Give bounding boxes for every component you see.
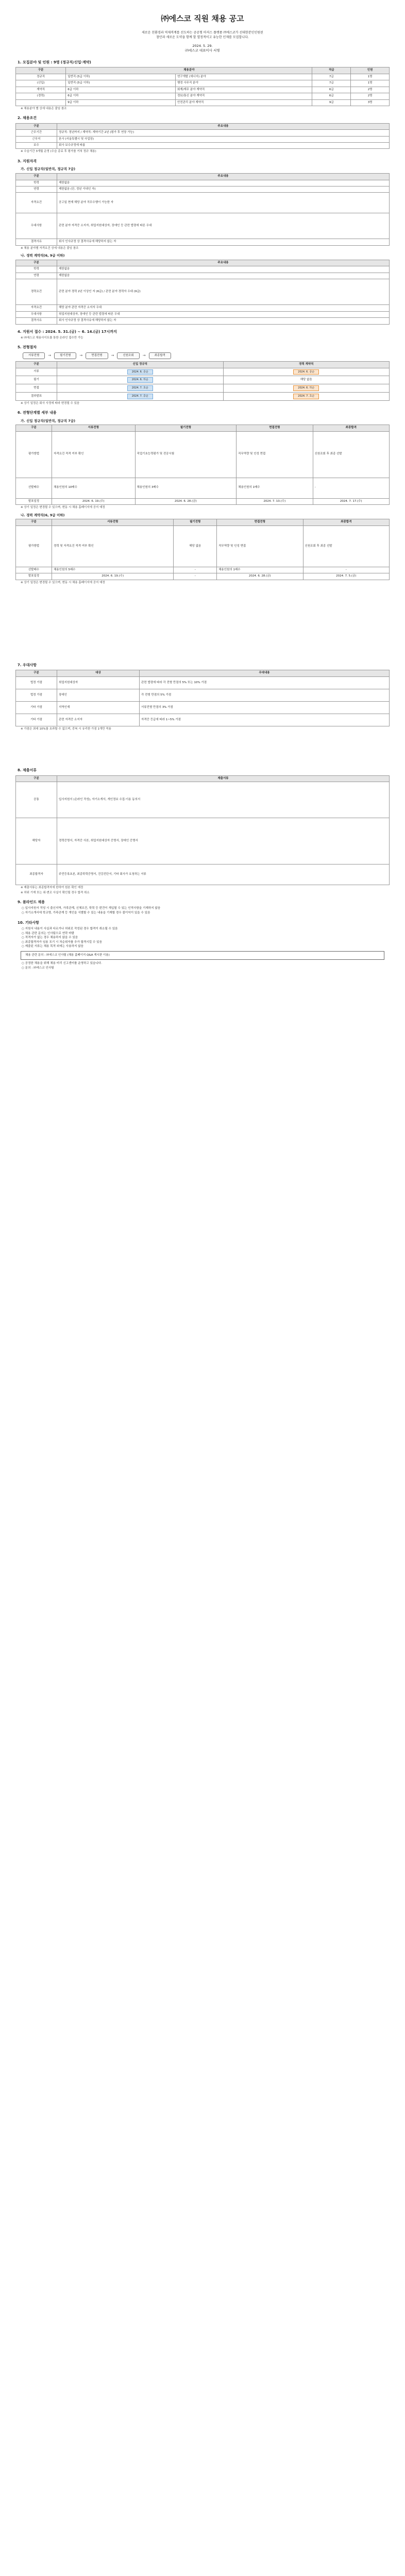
table-cell: 제한없음 (단, 정년 이내인 자)	[57, 186, 390, 192]
notice-date: 2024. 5. 29.	[192, 44, 213, 48]
table-cell: 1명	[351, 80, 390, 87]
table-cell: -	[313, 478, 389, 498]
table-row	[16, 266, 390, 273]
table-cell: 경력요건	[16, 279, 57, 305]
table-cell: 평가방법	[16, 431, 52, 478]
table-row	[16, 193, 390, 213]
table-row	[16, 305, 390, 311]
table-cell: 제한없음	[57, 266, 390, 273]
table-cell: 선발배수	[16, 567, 52, 573]
table-cell: 최종합격자	[16, 865, 57, 885]
table-cell: 경력증명서, 자격증 사본, 취업지원대상자 증명서, 장애인 증명서	[57, 818, 390, 865]
table-header: 구분	[16, 670, 57, 676]
table-row	[16, 186, 390, 192]
list-item: ○ 공정한 채용을 위해 채용 비리 신고센터를 운영하고 있습니다.	[22, 962, 102, 965]
table-cell: 장애인	[57, 689, 140, 701]
table-header: 최종합격	[313, 425, 389, 431]
section-10-title: 10. 기타사항	[18, 920, 39, 925]
table-row	[16, 239, 390, 245]
table-header: 구분	[16, 362, 57, 368]
table-cell: 일반직 (5급 이하)	[66, 80, 176, 87]
table-cell: 정규직: 정년까지 / 계약직: 계약기간 2년 (평가 후 연장 가능)	[57, 130, 390, 136]
closing-list	[22, 962, 390, 970]
section-8-note: ※ 허위 기재 또는 위·변조 사실이 확인될 경우 합격 취소	[21, 891, 90, 894]
table-cell: 자격요건 적격 여부 확인	[52, 431, 136, 478]
table-header: 제출서류	[57, 775, 390, 782]
table-header: 직급	[312, 67, 351, 74]
table-cell: 정규직	[16, 74, 66, 80]
table-cell: 2024. 7. 10.(수)	[237, 498, 313, 504]
table-header: 서류전형	[52, 519, 174, 526]
table-cell: 해당 분야 관련 자격증 소지자 우대	[57, 305, 390, 311]
table-row	[16, 676, 390, 689]
section-2-title: 2. 채용조건	[18, 116, 37, 121]
section-2-note: ※ 수습기간 3개월 운영 (수습 종료 후 평가를 거쳐 정규 채용)	[21, 150, 96, 154]
table-header: 주요내용	[57, 260, 390, 266]
list-item: ○ 제출된 서류는 채용 목적 외에는 사용하지 않음	[22, 945, 83, 948]
table-header: 대상	[57, 670, 140, 676]
table-header: 구분	[16, 260, 57, 266]
table-cell: 기타 가점	[16, 714, 57, 726]
table-cell: (경력)	[16, 93, 66, 99]
table-header: 주요내용	[57, 174, 390, 180]
table-cell: (신입)	[16, 80, 66, 87]
table-cell: 근무기간	[16, 130, 57, 136]
table-header: 신입 정규직	[57, 362, 224, 368]
table-header: 필기전형	[135, 425, 237, 431]
table-row	[16, 180, 390, 186]
table-row	[16, 279, 390, 305]
timeline-bar: 2024. 6. 하순	[127, 377, 153, 383]
table-header: 면접전형	[237, 425, 313, 431]
table-cell: -	[174, 573, 217, 580]
table-header: 구분	[16, 775, 57, 782]
table-cell: 채용인원의 5배수	[52, 567, 174, 573]
table-cell: 신원조회 후 최종 선발	[313, 431, 389, 478]
table-cell: 공고일 현재 해당 분야 직무수행이 가능한 자	[57, 193, 390, 213]
table-cell: 7급	[312, 80, 351, 87]
table-header: 인원	[351, 67, 390, 74]
list-item: ○ 자기소개서에 학교명, 가족관계 등 개인을 식별할 수 있는 내용을 기재할 경우 불이익이 있을 수 있음	[22, 911, 150, 914]
table-cell: 근무지	[16, 136, 57, 142]
section-3-sub-1: 가. 신입 정규직(일반직, 정규직 7급)	[21, 167, 76, 172]
section-10-list	[22, 927, 390, 949]
timeline-bar: 2024. 6. 중순	[127, 369, 153, 375]
table-cell: 학력	[16, 266, 57, 273]
timeline-bar: 2024. 7. 초순	[127, 385, 153, 391]
table-cell: 발표일정	[16, 498, 52, 504]
section-6-sub-1: 가. 신입 정규직(일반직, 정규직 7급)	[21, 418, 76, 423]
table-cell: 관련 분야 경력 2년 이상인 자 (6급) / 관련 분야 경력자 우대 (9급)	[57, 279, 390, 305]
arrow-right-icon: →	[48, 353, 52, 358]
table-row	[16, 80, 390, 87]
timeline-bar: 2024. 7. 중순	[127, 394, 153, 399]
process-flow	[23, 352, 390, 359]
table-row	[16, 782, 390, 818]
table-cell: 회사 인사규정 상 결격사유에 해당하지 않는 자	[57, 239, 390, 245]
table-header: 우대내용	[140, 670, 390, 676]
timeline-bar: 2024. 7. 초순	[293, 394, 319, 399]
table-header: 주요내용	[57, 123, 390, 129]
table-row	[16, 573, 390, 580]
table-cell: 9급	[312, 99, 351, 106]
table-row	[16, 567, 390, 573]
table-cell: 직무역량 및 인성 면접	[217, 526, 303, 567]
table-row	[16, 143, 390, 149]
table-cell: 면접	[16, 384, 57, 393]
intro-line: 참안과 새로운 도약을 함께 할 열정적이고 유능한 인재를 모집합니다.	[156, 36, 249, 40]
table-cell: 필기	[16, 376, 57, 384]
table-row	[16, 311, 390, 317]
table-row	[16, 431, 390, 478]
table-cell: 자격증 등급에 따라 1~5% 가점	[140, 714, 390, 726]
table-cell: 우대사항	[16, 311, 57, 317]
table-cell: -	[174, 567, 217, 573]
list-item: ○ 입사지원서 작성 시 출신지역, 가족관계, 신체조건, 학력 등 편견이 개입될 수 있는 인적사항을 기재하지 않음	[22, 907, 161, 910]
table-cell: 기타 가점	[16, 701, 57, 714]
table-header: 구분	[16, 174, 57, 180]
flow-step: 신원조회	[117, 352, 139, 359]
flow-step: 서류전형	[23, 352, 45, 359]
table-cell: 1명	[351, 74, 390, 80]
list-item: ○ 채용 관련 문의는 인사팀으로 연락 바람	[22, 931, 75, 935]
table-row	[16, 478, 390, 498]
section-6-sub-2: 나. 경력 계약직(6, 9급 이하)	[21, 513, 65, 517]
table-cell: 연구개발 (에너지) 분야	[175, 74, 312, 80]
table-cell: 6급	[312, 87, 351, 93]
table-cell: 보수	[16, 143, 57, 149]
table-cell: 회사 보수규정에 따름	[57, 143, 390, 149]
table-cell: 안전관리 분야 계약직	[175, 99, 312, 106]
list-item: ○ 적격자가 없는 경우 채용하지 않을 수 있음	[22, 936, 78, 940]
table-cell: 직업기초능력평가 및 전공시험	[135, 431, 237, 478]
list-item: ○ 지원서 내용이 사실과 다르거나 허위로 작성된 경우 합격이 취소될 수 있음	[22, 927, 118, 930]
section-2-table	[15, 123, 390, 149]
intro-line: 새로운 친환경과 역제격계를 선도하는 공공형 마저스 플랫폼 ㈜에스코가 선대한분인인원된	[142, 31, 263, 35]
table-header: 경력 계약직	[223, 362, 390, 368]
table-row	[16, 273, 390, 279]
table-cell: 회사 인사규정 상 결격사유에 해당하지 않는 자	[57, 318, 390, 324]
table-row	[16, 74, 390, 80]
table-cell: 해당 없음	[223, 376, 390, 384]
table-cell: 일반직 (5급 이하)	[66, 74, 176, 80]
table-header: 면접전형	[217, 519, 303, 526]
table-row	[16, 93, 390, 99]
table-cell: 결과발표	[16, 392, 57, 400]
table-cell: 학력	[16, 180, 57, 186]
table-cell: 입사지원서 (온라인 작성), 자기소개서, 개인정보 수집·이용 동의서	[57, 782, 390, 818]
list-item: ○ 문의 : ㈜에스코 인사팀	[22, 966, 54, 970]
arrow-right-icon: →	[79, 353, 83, 358]
table-header: 구분	[16, 67, 66, 74]
table-row	[16, 714, 390, 726]
section-3-sub-2: 나. 경력 계약직(6, 9급 이하)	[21, 253, 65, 258]
table-cell: 6급	[312, 93, 351, 99]
section-3-note: ※ 채용 분야별 자격요건 상세 내용은 붙임 참조	[21, 246, 79, 250]
timeline-table	[15, 361, 390, 400]
section-4-note: ※ ㈜에스코 채용사이트를 통한 온라인 접수만 가능	[21, 336, 83, 340]
table-header: 채용분야	[66, 67, 312, 74]
table-row	[16, 136, 390, 142]
table-row	[16, 368, 390, 376]
table-cell: 2024. 6. 28.(금)	[135, 498, 237, 504]
table-cell: 해당 없음	[174, 526, 217, 567]
table-cell: 2024. 6. 19.(수)	[52, 573, 174, 580]
table-cell: 채용인원의 10배수	[52, 478, 136, 498]
table-header: 구분	[16, 123, 57, 129]
table-cell: 6급 이하	[66, 87, 176, 93]
table-cell: 2024. 6. 19.(수)	[52, 498, 136, 504]
section-8-title: 8. 제출서류	[18, 768, 37, 773]
table-cell: 취업지원대상자, 장애인 등 관련 법령에 따른 우대	[57, 311, 390, 317]
section-7-title: 7. 우대사항	[18, 663, 37, 667]
table-cell: 서류	[16, 368, 57, 376]
table-header: 서류전형	[52, 425, 136, 431]
table-cell: 9급 이하	[66, 99, 176, 106]
table-cell: 제한없음	[57, 273, 390, 279]
table-cell: 채용인원의 1배수	[237, 478, 313, 498]
section-3-table-2	[15, 260, 390, 325]
table-cell: 회계/재무 분야 계약직	[175, 87, 312, 93]
section-4-title: 4. 지원서 접수 : 2024. 5. 31.(금) ~ 6. 14.(금) 17시까지	[18, 329, 117, 334]
table-cell: 제한없음	[57, 180, 390, 186]
flow-step: 면접전형	[86, 352, 108, 359]
arrow-right-icon: →	[111, 353, 114, 358]
table-cell: 2024. 7. 5.(금)	[303, 573, 389, 580]
section-8-note: ※ 제출서류는 최종합격자에 한하여 원본 확인 예정	[21, 886, 83, 890]
table-cell: 2024. 6. 28.(금)	[217, 573, 303, 580]
table-row	[16, 689, 390, 701]
table-cell: 법정 가점	[16, 676, 57, 689]
table-cell	[16, 99, 66, 106]
section-9-title: 9. 블라인드 채용	[18, 900, 45, 904]
table-cell: 직무역량 및 인성 면접	[237, 431, 313, 478]
table-row	[16, 392, 390, 400]
section-1-title: 1. 모집분야 및 인원 : 9명 (정규직/신입·계약)	[18, 60, 91, 64]
table-cell: 2명	[351, 87, 390, 93]
table-header: 구분	[16, 425, 52, 431]
section-8-table	[15, 775, 390, 885]
section-5-title: 5. 전형절차	[18, 345, 37, 350]
section-1-note: ※ 채용분야 별 상세 내용은 붙임 참조	[21, 107, 67, 110]
table-cell: 채용인원의 3배수	[135, 478, 237, 498]
table-cell: 연령	[16, 186, 57, 192]
table-row	[16, 701, 390, 714]
table-row	[16, 384, 390, 393]
table-cell: 공통	[16, 782, 57, 818]
table-cell: 채용인원의 1배수	[217, 567, 303, 573]
table-row	[16, 498, 390, 504]
section-7-note: ※ 가점은 최대 10%를 초과할 수 없으며, 중복 시 유리한 가점 1개만 적용	[21, 727, 111, 731]
flow-step: 최종합격	[149, 352, 171, 359]
table-cell: 2명	[351, 93, 390, 99]
table-cell: 지역인재	[57, 701, 140, 714]
table-row	[16, 99, 390, 106]
table-row	[16, 865, 390, 885]
table-cell: 서류전형 만점의 3% 가점	[140, 701, 390, 714]
list-item: ○ 최종합격자가 임용 포기 시 차순위자를 추가 합격시킬 수 있음	[22, 940, 102, 944]
table-cell: 계약직	[16, 87, 66, 93]
table-cell: 본사 (서울특별시 및 사업장)	[57, 136, 390, 142]
table-row	[16, 318, 390, 324]
table-cell: 3명	[351, 99, 390, 106]
table-cell: 결격사유	[16, 239, 57, 245]
table-cell: -	[303, 567, 389, 573]
section-5-note: ※ 상기 일정은 회사 사정에 따라 변경될 수 있음	[21, 401, 80, 405]
table-cell: 관련 자격증 소지자	[57, 714, 140, 726]
table-header: 구분	[16, 519, 52, 526]
company-signature: ㈜에스코 대표이사 서명	[185, 48, 220, 53]
recruitment-notice	[0, 0, 405, 986]
table-row	[16, 526, 390, 567]
table-cell: 발표일정	[16, 573, 52, 580]
table-header: 최종합격	[303, 519, 389, 526]
table-cell: 자격요건	[16, 193, 57, 213]
table-cell: 우대사항	[16, 213, 57, 239]
contact-text: 채용 관련 문의 : ㈜에스코 인사팀 (채용 홈페이지 Q&A 게시판 이용)	[25, 953, 110, 957]
table-cell: 연령	[16, 273, 57, 279]
section-9-list	[22, 907, 390, 915]
table-cell: 신원조회 후 최종 선발	[303, 526, 389, 567]
table-cell: 관련 분야 자격증 소지자, 취업지원대상자, 장애인 등 관련 법령에 따른 우대	[57, 213, 390, 239]
timeline-bar: 2024. 6. 하순	[293, 385, 319, 391]
table-row	[16, 213, 390, 239]
section-7-table	[15, 670, 390, 726]
table-row	[16, 818, 390, 865]
page-title: ㈜에스코 직원 채용 공고	[161, 14, 244, 23]
table-row	[16, 130, 390, 136]
table-cell: 6급 이하	[66, 93, 176, 99]
table-cell: 2024. 7. 17.(수)	[313, 498, 389, 504]
section-6-table-1	[15, 425, 390, 505]
table-cell: 관련 법령에 따라 각 전형 만점의 5% 또는 10% 가점	[140, 676, 390, 689]
table-cell: 행정 사무직 분야	[175, 80, 312, 87]
section-1-table	[15, 67, 390, 106]
section-3-table-1	[15, 173, 390, 246]
table-cell: 취업지원대상자	[57, 676, 140, 689]
table-row	[16, 87, 390, 93]
table-cell: 법정 가점	[16, 689, 57, 701]
contact-box	[21, 951, 384, 960]
arrow-right-icon: →	[142, 353, 146, 358]
table-cell: 평가방법	[16, 526, 52, 567]
section-6-note-2: ※ 상기 일정은 변경될 수 있으며, 변동 시 채용 홈페이지에 공지 예정	[21, 581, 105, 584]
table-cell: 해당자	[16, 818, 57, 865]
section-3-title: 3. 지원자격	[18, 159, 37, 163]
section-6-title: 6. 전형단계별 세부 내용	[18, 411, 57, 415]
table-cell: 7급	[312, 74, 351, 80]
flow-step: 필기전형	[54, 352, 76, 359]
section-6-note-1: ※ 상기 일정은 변경될 수 있으며, 변동 시 채용 홈페이지에 공지 예정	[21, 506, 105, 510]
table-row	[16, 376, 390, 384]
table-cell: 선발배수	[16, 478, 52, 498]
intro-text	[15, 31, 390, 40]
table-cell: 자격요건	[16, 305, 57, 311]
table-cell: 정보/통신 분야 계약직	[175, 93, 312, 99]
table-cell: 경력 및 자격요건 적격 여부 확인	[52, 526, 174, 567]
section-6-table-2	[15, 519, 390, 580]
table-header: 필기전형	[174, 519, 217, 526]
table-cell: 각 전형 만점의 5% 가점	[140, 689, 390, 701]
table-cell: 결격사유	[16, 318, 57, 324]
table-cell: 주민등록초본, 최종학력증명서, 건강진단서, 기타 회사가 요청하는 서류	[57, 865, 390, 885]
timeline-bar: 2024. 6. 중순	[293, 369, 319, 375]
